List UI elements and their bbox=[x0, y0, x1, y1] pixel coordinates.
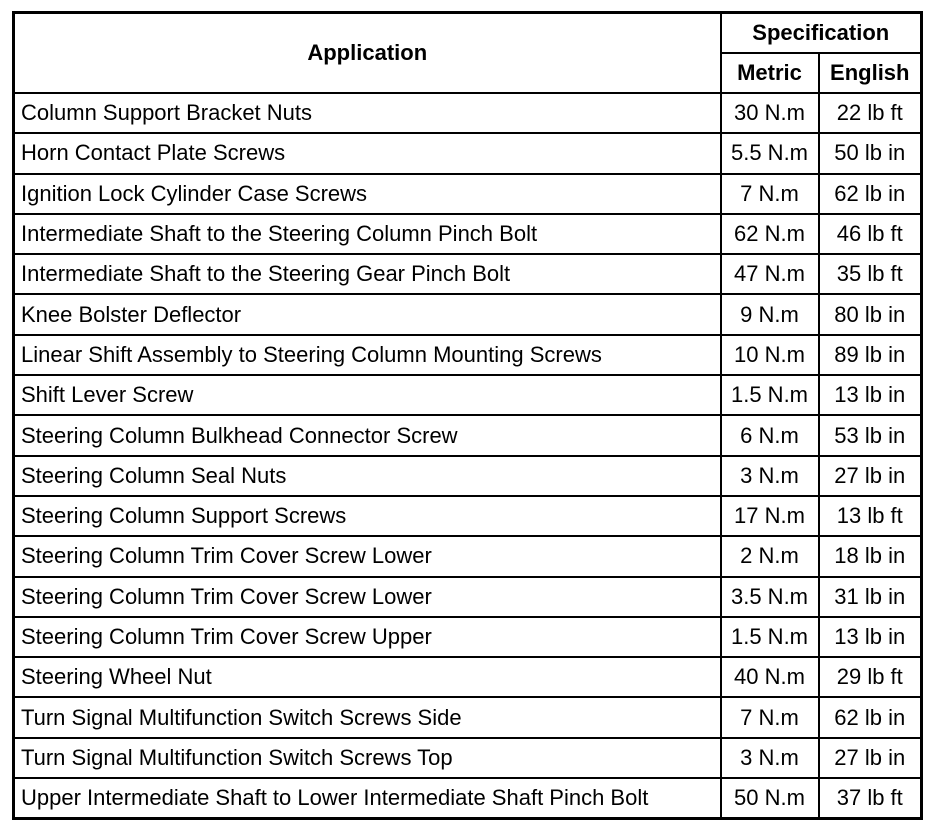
table-row bbox=[14, 174, 922, 214]
english-cell: 27 lb in bbox=[819, 738, 922, 778]
english-cell: 13 lb ft bbox=[819, 496, 922, 536]
table-row bbox=[14, 375, 922, 415]
header-row-top bbox=[14, 13, 922, 54]
metric-cell: 50 N.m bbox=[721, 778, 819, 819]
english-cell: 37 lb ft bbox=[819, 778, 922, 819]
english-cell: 53 lb in bbox=[819, 415, 922, 455]
metric-cell: 6 N.m bbox=[721, 415, 819, 455]
english-cell: 31 lb in bbox=[819, 577, 922, 617]
english-cell: 62 lb in bbox=[819, 174, 922, 214]
application-cell: Linear Shift Assembly to Steering Column Mounting Screws bbox=[14, 335, 721, 375]
metric-cell: 2 N.m bbox=[721, 536, 819, 576]
application-cell: Steering Column Trim Cover Screw Lower bbox=[14, 536, 721, 576]
application-cell: Steering Column Seal Nuts bbox=[14, 456, 721, 496]
metric-cell: 7 N.m bbox=[721, 697, 819, 737]
english-cell: 29 lb ft bbox=[819, 657, 922, 697]
application-cell: Upper Intermediate Shaft to Lower Intermediate Shaft Pinch Bolt bbox=[14, 778, 721, 819]
application-cell: Steering Wheel Nut bbox=[14, 657, 721, 697]
table-row bbox=[14, 133, 922, 173]
table-row bbox=[14, 697, 922, 737]
application-cell: Column Support Bracket Nuts bbox=[14, 93, 721, 133]
metric-cell: 47 N.m bbox=[721, 254, 819, 294]
application-cell: Turn Signal Multifunction Switch Screws Side bbox=[14, 697, 721, 737]
application-cell: Steering Column Bulkhead Connector Screw bbox=[14, 415, 721, 455]
english-cell: 35 lb ft bbox=[819, 254, 922, 294]
application-cell: Horn Contact Plate Screws bbox=[14, 133, 721, 173]
application-cell: Steering Column Support Screws bbox=[14, 496, 721, 536]
english-cell: 22 lb ft bbox=[819, 93, 922, 133]
table-row bbox=[14, 657, 922, 697]
metric-cell: 1.5 N.m bbox=[721, 375, 819, 415]
metric-cell: 1.5 N.m bbox=[721, 617, 819, 657]
metric-cell: 3 N.m bbox=[721, 738, 819, 778]
application-cell: Knee Bolster Deflector bbox=[14, 294, 721, 334]
table-body bbox=[14, 93, 922, 819]
table-row bbox=[14, 456, 922, 496]
english-cell: 13 lb in bbox=[819, 617, 922, 657]
english-cell: 89 lb in bbox=[819, 335, 922, 375]
metric-cell: 10 N.m bbox=[721, 335, 819, 375]
english-cell: 18 lb in bbox=[819, 536, 922, 576]
application-cell: Steering Column Trim Cover Screw Lower bbox=[14, 577, 721, 617]
table-row bbox=[14, 254, 922, 294]
english-cell: 13 lb in bbox=[819, 375, 922, 415]
table-row bbox=[14, 496, 922, 536]
table-row bbox=[14, 294, 922, 334]
metric-cell: 30 N.m bbox=[721, 93, 819, 133]
metric-cell: 9 N.m bbox=[721, 294, 819, 334]
english-cell: 27 lb in bbox=[819, 456, 922, 496]
table-row bbox=[14, 335, 922, 375]
metric-cell: 5.5 N.m bbox=[721, 133, 819, 173]
metric-column-header: Metric bbox=[721, 53, 819, 93]
metric-cell: 40 N.m bbox=[721, 657, 819, 697]
table-row bbox=[14, 536, 922, 576]
application-column-header: Application bbox=[14, 13, 721, 94]
specification-column-header: Specification bbox=[721, 13, 922, 54]
table-row bbox=[14, 617, 922, 657]
table-row bbox=[14, 577, 922, 617]
metric-cell: 3.5 N.m bbox=[721, 577, 819, 617]
application-cell: Turn Signal Multifunction Switch Screws Top bbox=[14, 738, 721, 778]
english-cell: 62 lb in bbox=[819, 697, 922, 737]
metric-cell: 17 N.m bbox=[721, 496, 819, 536]
application-cell: Intermediate Shaft to the Steering Gear Pinch Bolt bbox=[14, 254, 721, 294]
english-cell: 46 lb ft bbox=[819, 214, 922, 254]
table-row bbox=[14, 778, 922, 819]
application-cell: Shift Lever Screw bbox=[14, 375, 721, 415]
english-cell: 50 lb in bbox=[819, 133, 922, 173]
application-cell: Ignition Lock Cylinder Case Screws bbox=[14, 174, 721, 214]
table-row bbox=[14, 738, 922, 778]
english-cell: 80 lb in bbox=[819, 294, 922, 334]
table-row bbox=[14, 93, 922, 133]
table-row bbox=[14, 415, 922, 455]
metric-cell: 62 N.m bbox=[721, 214, 819, 254]
table-row bbox=[14, 214, 922, 254]
application-cell: Intermediate Shaft to the Steering Column Pinch Bolt bbox=[14, 214, 721, 254]
english-column-header: English bbox=[819, 53, 922, 93]
application-cell: Steering Column Trim Cover Screw Upper bbox=[14, 617, 721, 657]
table-header bbox=[14, 13, 922, 94]
fastener-tightening-specifications-table bbox=[12, 11, 923, 820]
metric-cell: 7 N.m bbox=[721, 174, 819, 214]
metric-cell: 3 N.m bbox=[721, 456, 819, 496]
